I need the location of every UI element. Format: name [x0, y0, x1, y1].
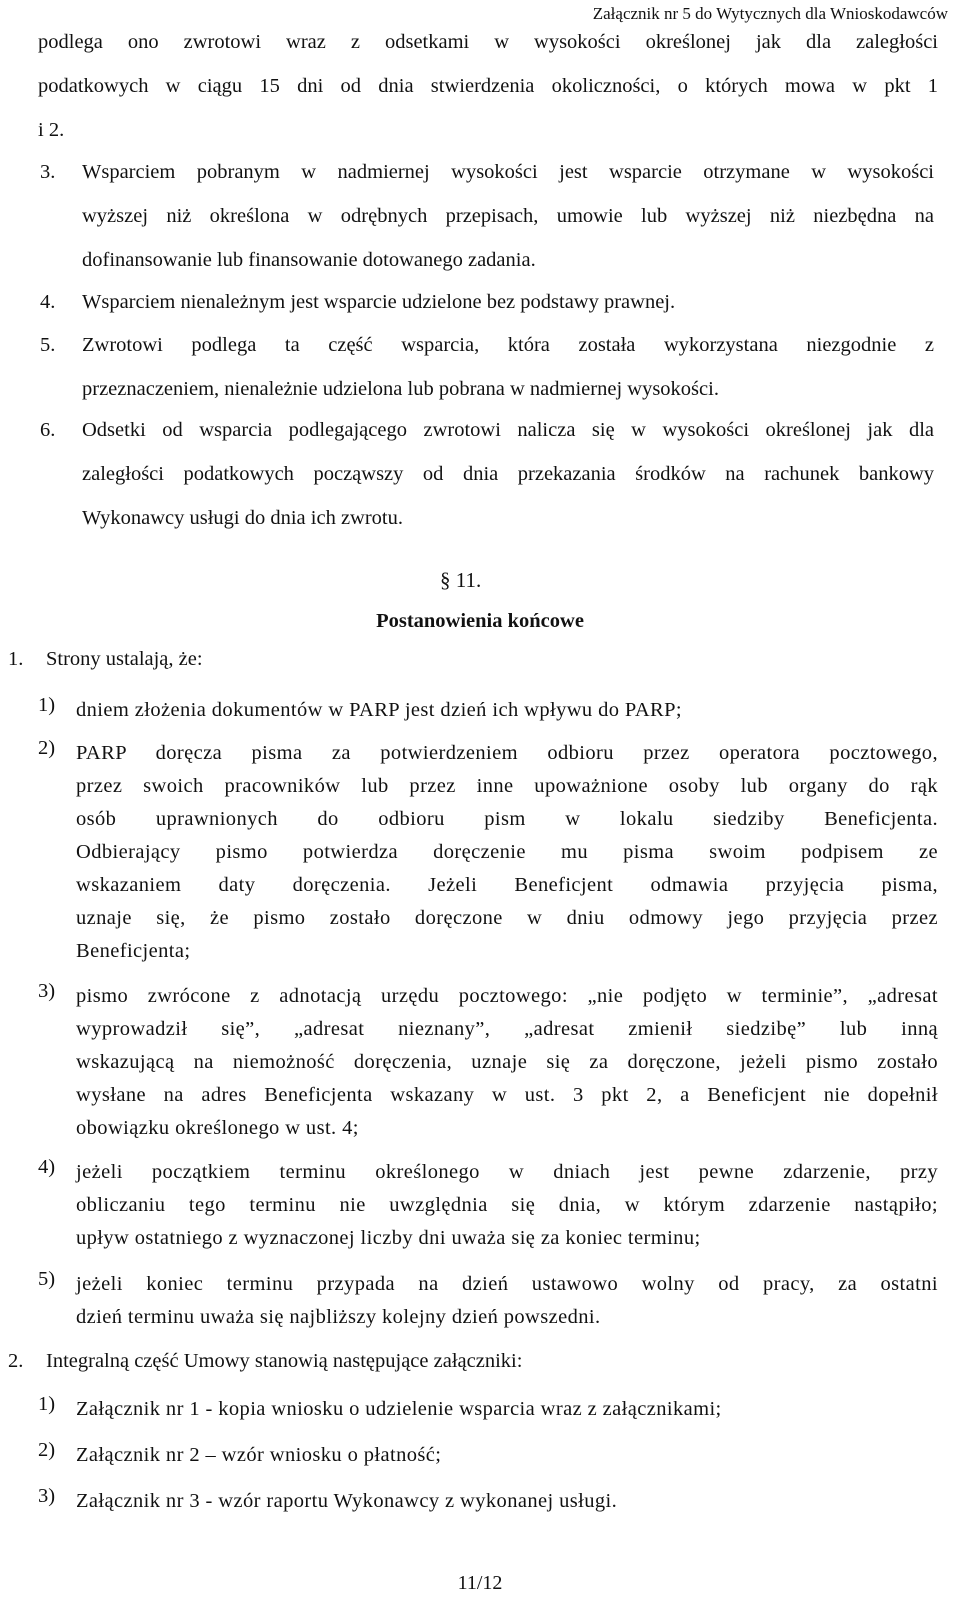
text-line: osób uprawnionych do odbioru pism w lokalu siedziby Beneficjenta. — [76, 808, 938, 830]
text-line: Wykonawcy usługi do dnia ich zwrotu. — [82, 507, 404, 529]
paragraph-1-text: Strony ustalają, że: — [46, 648, 203, 670]
continuation-paragraph — [38, 20, 938, 152]
list-item — [38, 408, 938, 540]
text-line: i 2. — [38, 119, 65, 141]
list-item — [38, 323, 938, 411]
text-line: wysłane na adres Beneficjenta wskazany w ust. 3 pkt 2, a Beneficjent nie dopełnił — [76, 1084, 938, 1106]
item-number: 3. — [40, 161, 56, 183]
text-line: podatkowych w ciągu 15 dni od dnia stwierdzenia okoliczności, o których mowa w pkt 1 — [38, 75, 938, 97]
text-line: wyższej niż określona w odrębnych przepisach, umowie lub wyższej niż niezbędna na — [82, 205, 934, 227]
text-line: dofinansowanie lub finansowanie dotowanego zadania. — [82, 249, 536, 271]
section-number: § 11. — [440, 568, 482, 592]
text-line: zaległości podatkowych począwszy od dnia przekazania środków na rachunek bankowy — [82, 463, 934, 485]
paragraph-1-number: 1. — [8, 648, 24, 670]
sub-item-number: 3) — [38, 980, 56, 1002]
item-number: 6. — [40, 419, 56, 441]
sub-item-number: 3) — [38, 1485, 56, 1507]
sub-item-number: 2) — [38, 1439, 56, 1461]
text-line: wskazaniem daty doręczenia. Jeżeli Beneficjent odmawia przyjęcia pisma, — [76, 874, 938, 896]
list-item — [38, 280, 938, 324]
text-line: Wsparciem nienależnym jest wsparcie udzielone bez podstawy prawnej. — [82, 291, 676, 313]
item-number: 5. — [40, 334, 56, 356]
text-line: Odbierający pismo potwierdza doręczenie mu pisma swoim podpisem ze — [76, 841, 938, 863]
paragraph-2-number: 2. — [8, 1350, 24, 1372]
sub-item-number: 5) — [38, 1268, 56, 1290]
sub-item-number: 4) — [38, 1156, 56, 1178]
text-line: przeznaczeniem, nienależnie udzielona lub pobrana w nadmiernej wysokości. — [82, 378, 719, 400]
text-line: obowiązku określonego w ust. 4; — [76, 1117, 359, 1139]
text-line: jeżeli początkiem terminu określonego w dniach jest pewne zdarzenie, przy — [76, 1161, 938, 1183]
text-line: Załącznik nr 3 - wzór raportu Wykonawcy z wykonanej usługi. — [76, 1490, 618, 1512]
sub-item-number: 2) — [38, 737, 56, 759]
text-line: PARP doręcza pisma za potwierdzeniem odbioru przez operatora pocztowego, — [76, 742, 938, 764]
text-line: dzień terminu uważa się najbliższy kolejny dzień powszedni. — [76, 1306, 601, 1328]
text-line: jeżeli koniec terminu przypada na dzień ustawowo wolny od pracy, za ostatni — [76, 1273, 938, 1295]
text-line: przez swoich pracowników lub przez inne upoważnione osoby lub organy do rąk — [76, 775, 938, 797]
text-line: Beneficjenta; — [76, 940, 191, 962]
page-header: Załącznik nr 5 do Wytycznych dla Wnioskodawców — [592, 4, 948, 23]
item-number: 4. — [40, 291, 56, 313]
text-line: Zwrotowi podlega ta część wsparcia, która została wykorzystana niezgodnie z — [82, 334, 934, 356]
paragraph-2-text: Integralną część Umowy stanowią następujące załączniki: — [46, 1350, 523, 1372]
text-line: pismo zwrócone z adnotacją urzędu pocztowego: „nie podjęto w terminie”, „adresat — [76, 985, 938, 1007]
text-line: Wsparciem pobranym w nadmiernej wysokości jest wsparcie otrzymane w wysokości — [82, 161, 934, 183]
text-line: wyprowadził się”, „adresat nieznany”, „adresat zmienił siedzibę” lub inną — [76, 1018, 938, 1040]
page-number: 11/12 — [457, 1572, 503, 1594]
text-line: obliczaniu tego terminu nie uwzględnia się dnia, w którym zdarzenie nastąpiło; — [76, 1194, 938, 1216]
text-line: Załącznik nr 1 - kopia wniosku o udzielenie wsparcia wraz z załącznikami; — [76, 1398, 722, 1420]
text-line: wskazującą na niemożność doręczenia, uznaje się za doręczone, jeżeli pismo zostało — [76, 1051, 938, 1073]
list-item — [38, 150, 938, 282]
text-line: dniem złożenia dokumentów w PARP jest dzień ich wpływu do PARP; — [76, 699, 683, 721]
text-line: Załącznik nr 2 – wzór wniosku o płatność; — [76, 1444, 442, 1466]
text-line: upływ ostatniego z wyznaczonej liczby dni uważa się za koniec terminu; — [76, 1227, 701, 1249]
sub-item-number: 1) — [38, 1393, 56, 1415]
text-line: podlega ono zwrotowi wraz z odsetkami w wysokości określonej jak dla zaległości — [38, 31, 938, 53]
text-line: Odsetki od wsparcia podlegającego zwrotowi nalicza się w wysokości określonej jak dla — [82, 419, 934, 441]
sub-item-number: 1) — [38, 694, 56, 716]
text-line: uznaje się, że pismo zostało doręczone w dniu odmowy jego przyjęcia przez — [76, 907, 938, 929]
section-title: Postanowienia końcowe — [376, 610, 584, 632]
